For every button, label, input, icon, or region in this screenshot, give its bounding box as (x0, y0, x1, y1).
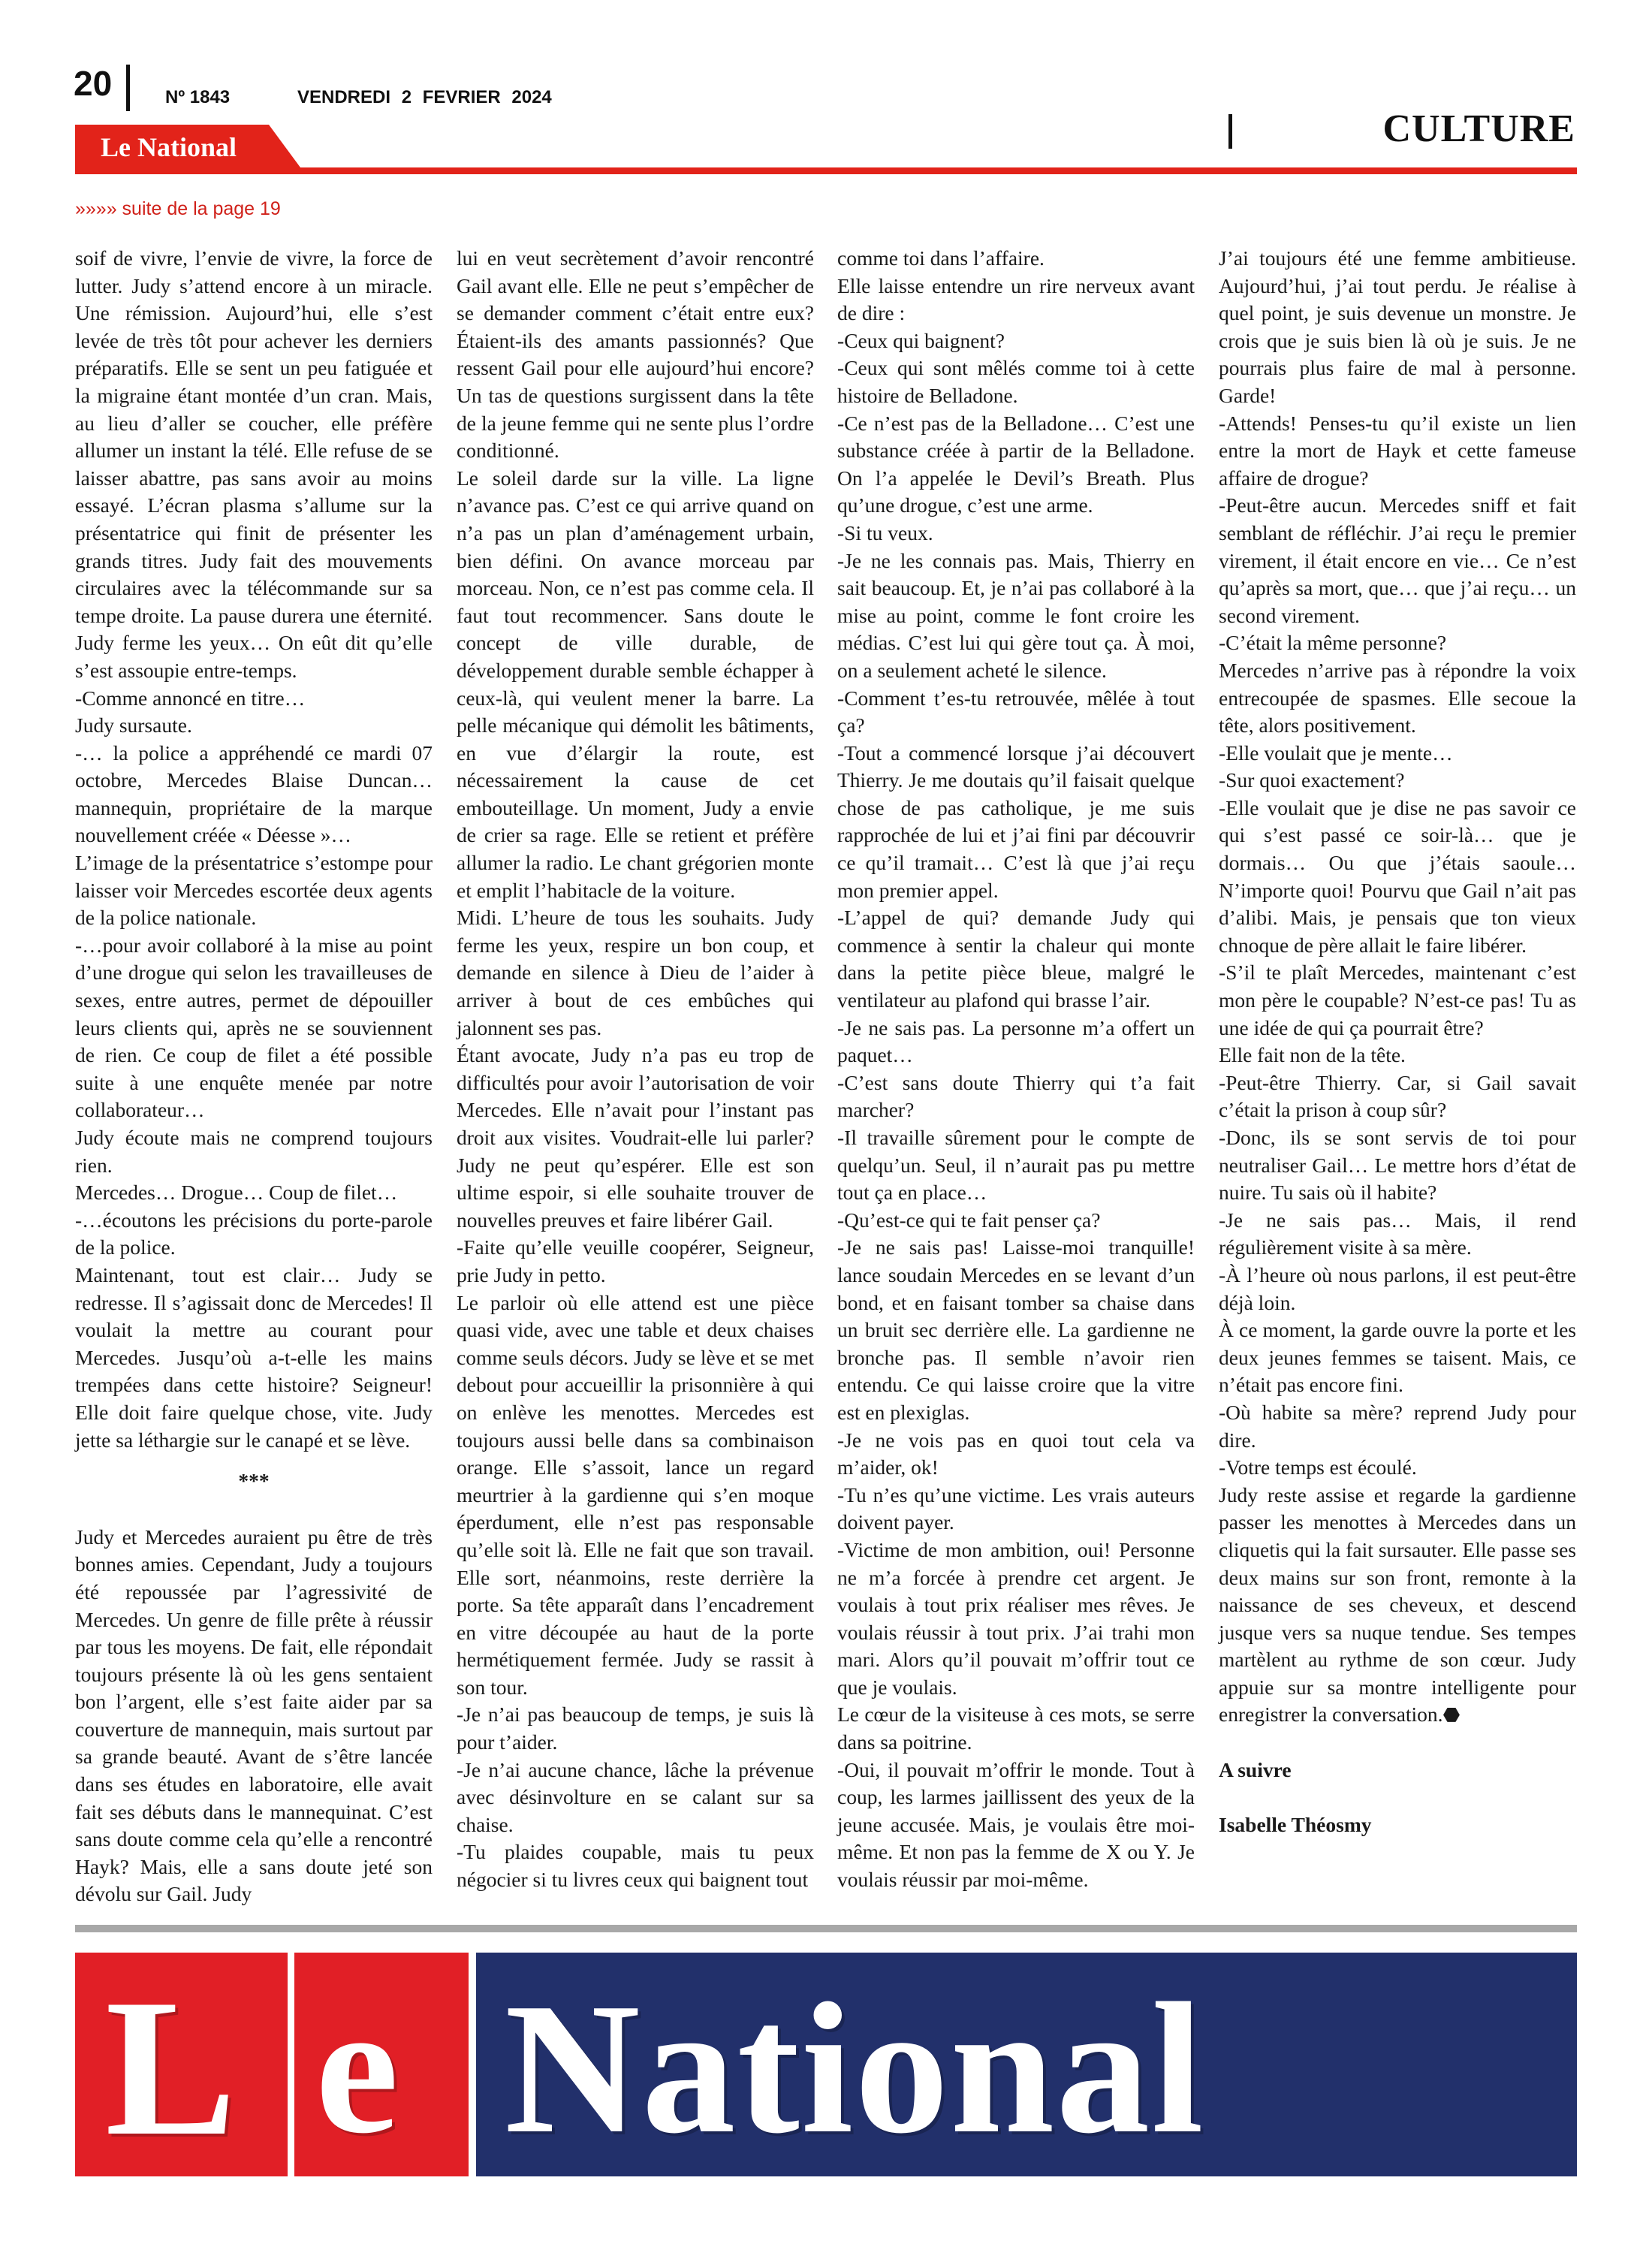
paragraph: comme toi dans l’affaire. (837, 246, 1045, 270)
end-mark-icon: ⬣ (1442, 1704, 1461, 1727)
paragraph: Judy et Mercedes auraient pu être de très bonnes amies. Cependant, Judy a toujours été repoussée par l’agressivité de Mercedes. Un genre de fille prête à réussir par tous les moyens. De fait, elle répondait toujours présente là où les gens sentaient bon l’argent, elle s’est faite aider par sa couverture de mannequin, mais surtout par sa grande beauté. Avant de s’être lancée dans ses études en laboratoire, elle avait fait ses débuts dans le mannequinat. C’est sans doute comme cela qu’elle a rencontré Hayk? Mais, elle a sans doute jeté son dévolu sur Gail. Judy (75, 1525, 433, 1906)
author-name: Isabelle Théosmy (1219, 1812, 1372, 1836)
paragraph: Mercedes… Drogue… Coup de filet… (75, 1181, 398, 1205)
paragraph: -Tu n’es qu’une victime. Les vrais auteurs doivent payer. (837, 1482, 1195, 1534)
paragraph: Le cœur de la visiteuse à ces mots, se serre dans sa poitrine. (837, 1703, 1195, 1754)
page-number: 20 (74, 64, 113, 103)
paragraph: À ce moment, la garde ouvre la porte et les deux jeunes femmes se taisent. Mais, ce n’était pas encore fini. (1219, 1318, 1576, 1397)
masthead-logo (75, 1953, 1577, 2176)
paragraph: -Elle voulait que je mente… (1219, 740, 1453, 765)
continued-from-link[interactable]: »»»» suite de la page 19 (75, 198, 281, 219)
paragraph: -Ceux qui baignent? (837, 328, 1005, 352)
paragraph: -C’est sans doute Thierry qui t’a fait marcher? (837, 1070, 1195, 1122)
paragraph: -… la police a appréhendé ce mardi 07 octobre, Mercedes Blaise Duncan… mannequin, propriétaire de la marque nouvellement créée « Déesse »… (75, 740, 433, 847)
paragraph: Judy reste assise et regarde la gardienne passer les menottes à Mercedes dans un cliquetis qui la fait sursauter. Elle passe ses deux mains sur son front, remonte à la naissance de ses cheveux, et descend jusque vers sa nuque tendue. Ses tempes martèlent au rythme de son cœur. Judy appuie sur sa montre intelligente pour enregistrer la conversation. (1219, 1482, 1576, 1727)
article-column-4 (1219, 245, 1576, 1838)
header-rule (75, 167, 1577, 174)
paragraph: Midi. L’heure de tous les souhaits. Judy ferme les yeux, respire un bon coup, et demande en silence à Dieu de l’aider à arriver à bout de ces embûches qui jalonnent ses pas. (457, 906, 814, 1039)
section-divider (1228, 114, 1232, 149)
paragraph: Elle fait non de la tête. (1219, 1043, 1406, 1067)
paragraph: lui en veut secrètement d’avoir rencontré Gail avant elle. Elle ne peut s’empêcher de se demander comment c’était entre eux? Étaient-ils des amants passionnés? Que ressent Gail pour elle aujourd’hui encore? Un tas de questions surgissent dans la tête de la jeune femme qui ne sente plus l’ordre conditionné. (457, 246, 814, 463)
paragraph: -À l’heure où nous parlons, il est peut-être déjà loin. (1219, 1262, 1576, 1314)
paragraph: -Je n’ai pas beaucoup de temps, je suis là pour t’aider. (457, 1703, 814, 1754)
paragraph: -Je ne vois pas en quoi tout cela va m’aider, ok! (837, 1428, 1195, 1479)
footer-rule (75, 1925, 1577, 1932)
page-number-divider (126, 65, 130, 111)
paragraph: L’image de la présentatrice s’estompe pour laisser voir Mercedes escortée deux agents de la police nationale. (75, 851, 433, 930)
paragraph: Le soleil darde sur la ville. La ligne n’avance pas. C’est ce qui arrive quand on n’a pas un plan d’aménagement urbain, bien défini. On avance morceau par morceau. Non, ce n’est pas comme cela. Il faut tout recommencer. Sans doute le concept de ville durable, de développement durable semble échapper à ceux-là, qui veulent mener la barre. La pelle mécanique qui démolit les bâtiments, en vue d’élargir la route, est nécessairement la cause de cet embouteillage. Un moment, Judy a envie de crier sa rage. Elle se retient et préfère allumer la radio. Le chant grégorien monte et emplit l’habitacle de la voiture. (457, 466, 814, 902)
paragraph: -Donc, ils se sont servis de toi pour neutraliser Gail… Le mettre hors d’état de nuire. Tu sais où il habite? (1219, 1126, 1576, 1205)
paragraph: -Oui, il pouvait m’offrir le monde. Tout à coup, les larmes jaillissent des yeux de la jeune accusée. Mais, je voulais être moi-même. Et non pas la femme de X ou Y. Je voulais réussir par moi-même. (837, 1757, 1195, 1892)
masthead-letter-e: e (315, 1965, 399, 2173)
paragraph: -Sur quoi exactement? (1219, 768, 1405, 792)
paragraph: -Où habite sa mère? reprend Judy pour dire. (1219, 1400, 1576, 1452)
paragraph: -Si tu veux. (837, 520, 933, 544)
paragraph: J’ai toujours été une femme ambitieuse. Aujourd’hui, j’ai tout perdu. Je réalise à quel point, je suis devenue un monstre. Je crois que je suis bien là où je suis. Je ne pourrais plus faire de mal à personne. Garde! (1219, 246, 1576, 407)
paragraph: -Peut-être Thierry. Car, si Gail savait c’était la prison à coup sûr? (1219, 1070, 1576, 1122)
article-column-3 (837, 245, 1195, 1894)
paragraph: -Je ne sais pas. La personne m’a offert un paquet… (837, 1015, 1195, 1067)
paragraph: -Je ne sais pas! Laisse-moi tranquille! lance soudain Mercedes en se levant d’un bond, et en faisant tomber sa chaise dans un bruit sec derrière elle. La gardienne ne bronche pas. Il semble n’avoir rien entendu. Ce qui laisse croire que la vitre est en plexiglas. (837, 1235, 1195, 1424)
paragraph: -…pour avoir collaboré à la mise au point d’une drogue qui selon les travailleuses de sexes, entre autres, permet de dépouiller leurs clients qui, après ne se souviennent de rien. Ce coup de filet a été possible suite à une enquête menée par notre collaborateur… (75, 933, 433, 1122)
masthead-word: National (505, 1965, 1205, 2173)
paragraph: Elle laisse entendre un rire nerveux avant de dire : (837, 273, 1195, 325)
paragraph: Maintenant, tout est clair… Judy se redresse. Il s’agissait donc de Mercedes! Il voulait la mettre au courant pour Mercedes. Jusqu’où a-t-elle les mains trempées dans cette histoire? Seigneur! Elle doit faire quelque chose, vite. Judy jette sa léthargie sur le canapé et se lève. (75, 1262, 433, 1452)
paragraph: -…écoutons les précisions du porte-parole de la police. (75, 1208, 433, 1259)
paragraph: -Il travaille sûrement pour le compte de quelqu’un. Seul, il n’aurait pas pu mettre tout ça en place… (837, 1126, 1195, 1205)
paragraph: -Je n’ai aucune chance, lâche la prévenue avec désinvolture en se calant sur sa chaise. (457, 1757, 814, 1836)
paragraph: -Elle voulait que je dise ne pas savoir ce qui s’est passé ce soir-là… que je dormais… Ou que j’étais saoule… N’importe quoi! Pourvu que Gail n’ait pas d’alibi. Mais, je pensais que ton vieux chnoque de père allait le faire libérer. (1219, 795, 1576, 957)
paragraph: -Qu’est-ce qui te fait penser ça? (837, 1208, 1101, 1232)
section-separator: *** (238, 1469, 270, 1493)
paragraph: -Ceux qui sont mêlés comme toi à cette histoire de Belladone. (837, 356, 1195, 407)
paragraph: Le parloir où elle attend est une pièce quasi vide, avec une table et deux chaises comme seuls décors. Judy se lève et se met debout pour accueillir la prisonnière à qui on enlève les menottes. Mercedes est toujours aussi belle dans sa combinaison orange. Elle s’assoit, lance un regard meurtrier à la gardienne qui s’en moque éperdument, elle n’est pas responsable qu’elle soit là. Elle ne fait que son travail. Elle sort, néanmoins, reste derrière la porte. Sa tête apparaît dans l’encadrement en vitre découpée au haut de la porte hermétiquement fermée. Judy se rassit à son tour. (457, 1290, 814, 1699)
article-column-2 (457, 245, 814, 1894)
paragraph: -Tu plaides coupable, mais tu peux négocier si tu livres ceux qui baignent tout (457, 1840, 814, 1892)
paragraph: -Comment t’es-tu retrouvée, mêlée à tout ça? (837, 686, 1195, 737)
paragraph: -Tout a commencé lorsque j’ai découvert Thierry. Je me doutais qu’il faisait quelque chose de pas catholique, je me suis rapprochée de lui et j’ai fini par découvrir ce qu’il tramait… C’est là que j’ai reçu mon premier appel. (837, 740, 1195, 902)
paragraph: Mercedes n’arrive pas à répondre la voix entrecoupée de spasmes. Elle secoue la tête, alors positivement. (1219, 658, 1576, 737)
paragraph: -L’appel de qui? demande Judy qui commence à sentir la chaleur qui monte dans la petite pièce bleue, malgré le ventilateur au plafond qui brasse l’air. (837, 906, 1195, 1012)
masthead-letter-l: L (105, 1959, 237, 2176)
paragraph: -Ce n’est pas de la Belladone… C’est une substance créée à partir de la Belladone. On l’a appelée le Devil’s Breath. Plus qu’une drogue, c’est une arme. (837, 411, 1195, 517)
paragraph: -Attends! Penses-tu qu’il existe un lien entre la mort de Hayk et cette fameuse affaire de drogue? (1219, 411, 1576, 490)
paragraph: soif de vivre, l’envie de vivre, la force de lutter. Judy s’attend encore à un miracle. Une rémission. Aujourd’hui, elle s’est levée de très tôt pour achever les derniers préparatifs. Elle se sent un peu fatiguée et la migraine étant montée d’un cran. Mais, au lieu d’aller se coucher, elle préfère allumer un instant la télé. Elle refuse de se laisser abattre, pas sans avoir au moins essayé. L’écran plasma s’allume sur la présentatrice qui finit de présenter les grands titres. Judy fait des mouvements circulaires avec la télécommande sur sa tempe droite. La pause durera une éternité. Judy ferme les yeux… On eût dit qu’elle s’est assoupie entre-temps. (75, 246, 433, 682)
paragraph: -Victime de mon ambition, oui! Personne ne m’a forcée à prendre cet argent. Je voulais à tout prix réaliser mes rêves. Je voulais réussir à tout prix. J’ai trahi mon mari. Alors qu’il pouvait m’offrir tout ce que je voulais. (837, 1537, 1195, 1699)
paragraph: -Comme annoncé en titre… (75, 686, 306, 710)
to-be-continued: A suivre (1219, 1758, 1292, 1782)
paragraph: -Je ne les connais pas. Mais, Thierry en sait beaucoup. Et, je n’ai pas collaboré à la mise au point, comme le font croire les médias. C’est lui qui gère tout ça. À moi, on a seulement acheté le silence. (837, 548, 1195, 682)
paragraph: Étant avocate, Judy n’a pas eu trop de difficultés pour avoir l’autorisation de voir Mercedes. Elle n’avait pour l’instant pas droit aux visites. Voudrait-elle lui parler? Judy ne peut qu’espérer. Elle est son ultime espoir, si elle souhaite trouver de nouvelles preuves et faire libérer Gail. (457, 1043, 814, 1232)
paragraph: -Faite qu’elle veuille coopérer, Seigneur, prie Judy in petto. (457, 1235, 814, 1286)
paragraph: -Peut-être aucun. Mercedes sniff et fait semblant de réfléchir. J’ai reçu le premier virement, il était encore en vie… Ce n’est qu’après sa mort, que… que j’ai reçu… un second virement. (1219, 493, 1576, 627)
article-column-1 (75, 245, 433, 1908)
paragraph: Judy écoute mais ne comprend toujours rien. (75, 1126, 433, 1177)
brand-tab-label: Le National (101, 132, 237, 162)
section-title: CULTURE (1382, 107, 1575, 150)
paragraph: -S’il te plaît Mercedes, maintenant c’est mon père le coupable? N’est-ce pas! Tu as une idée de qui ça pourrait être? (1219, 961, 1576, 1039)
paragraph: Judy sursaute. (75, 713, 192, 737)
paragraph: -Je ne sais pas… Mais, il rend régulièrement visite à sa mère. (1219, 1208, 1576, 1259)
issue-date: VENDREDI 2 FEVRIER 2024 (297, 87, 552, 107)
issue-number: Nº 1843 (165, 87, 231, 107)
paragraph: -C’était la même personne? (1219, 631, 1447, 655)
paragraph: -Votre temps est écoulé. (1219, 1455, 1417, 1479)
